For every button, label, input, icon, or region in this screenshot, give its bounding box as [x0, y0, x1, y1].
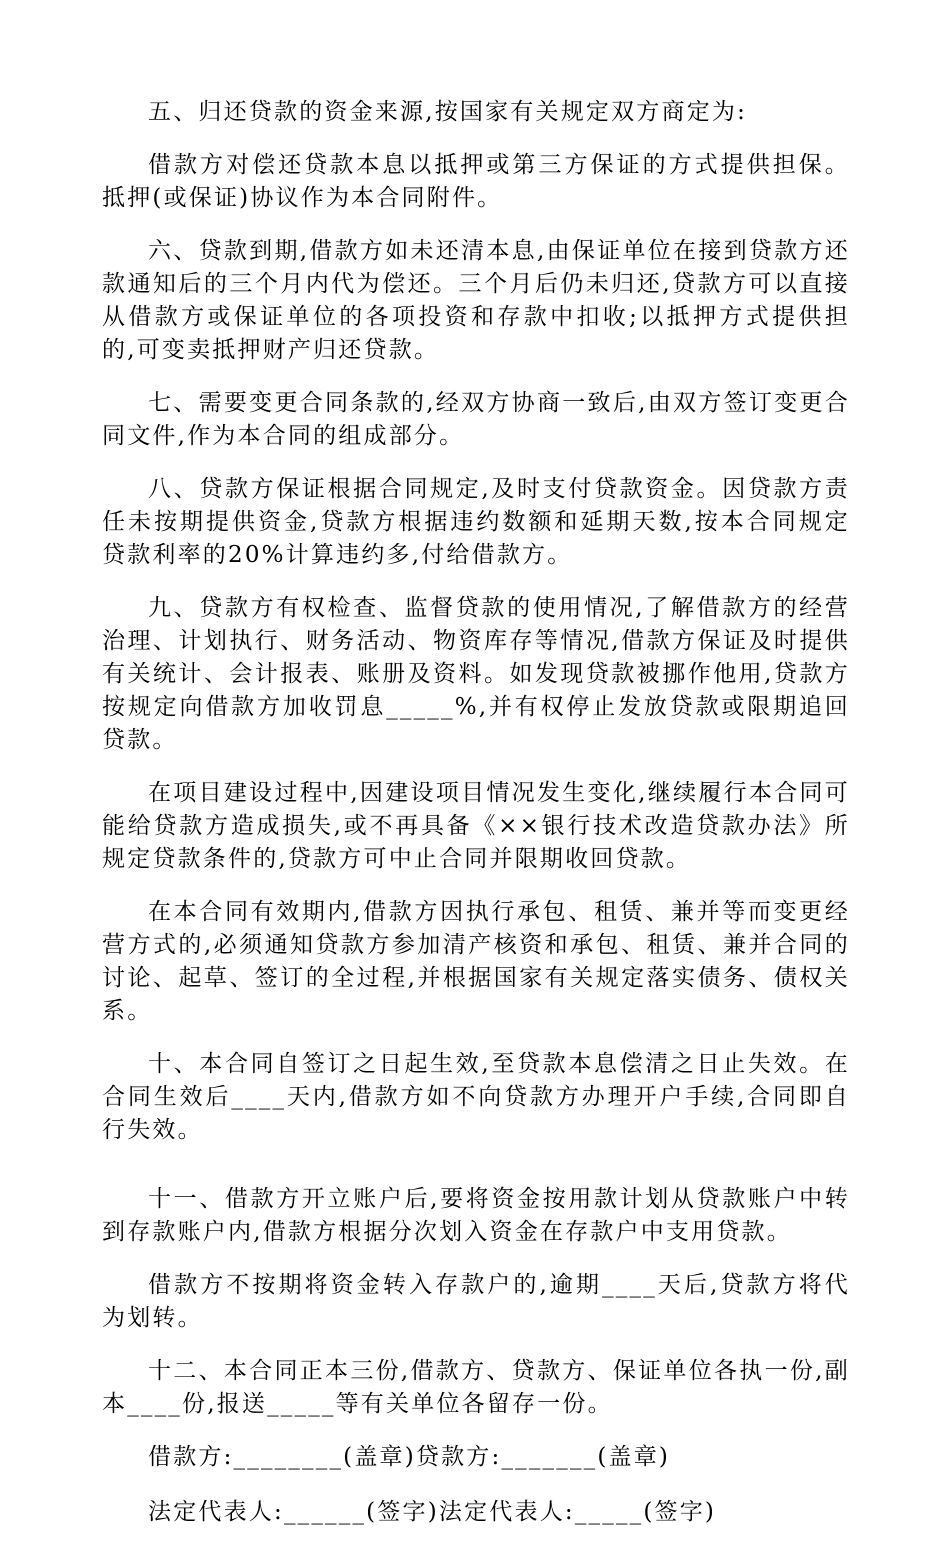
clause-7-amendment: 七、需要变更合同条款的,经双方协商一致后,由双方签订变更合同文件,作为本合同的组成部分。 — [102, 390, 850, 449]
clause-8-lender-obligation: 八、贷款方保证根据合同规定,及时支付贷款资金。因贷款方责任未按期提供资金,贷款方根据违约数额和延期天数,按本合同规定贷款利率的20%计算违约多,付给借款方。 — [102, 476, 850, 568]
clause-6-repayment: 六、贷款到期,借款方如未还清本息,由保证单位在接到贷款方还款通知后的三个月内代为偿还。三个月后仍未归还,贷款方可以直接从借款方或保证单位的各项投资和存款中扣收;以抵押方式提供担的,可变卖抵押财产归还贷款。 — [102, 238, 850, 363]
clause-9-project-change: 在项目建设过程中,因建设项目情况发生变化,继续履行本合同可能给贷款方造成损失,或不再具备《××银行技术改造贷款办法》所规定贷款条件的,贷款方可中止合同并限期收回贷款。 — [102, 780, 850, 872]
clause-9-business-change: 在本合同有效期内,借款方因执行承包、租赁、兼并等而变更经营方式的,必须通知贷款方参加清产核资和承包、租赁、兼并合同的讨论、起草、签订的全过程,并根据国家有关规定落实债务、债权关系。 — [102, 899, 850, 1024]
clause-12-copies: 十二、本合同正本三份,借款方、贷款方、保证单位各执一份,副本____份,报送_____等有关单位各留存一份。 — [102, 1358, 850, 1417]
signature-line-parties: 借款方:________(盖章)贷款方:_______(盖章) — [148, 1444, 671, 1470]
signature-line-representatives: 法定代表人:______(签字)法定代表人:_____(签字) — [148, 1499, 717, 1525]
contract-body — [102, 96, 850, 1551]
clause-9-supervision: 九、贷款方有权检查、监督贷款的使用情况,了解借款方的经营治理、计划执行、财务活动、物资库存等情况,借款方保证及时提供有关统计、会计报表、账册及资料。如发现贷款被挪作他用,贷款方按规定向借款方加收罚息_____%,并有权停止发放贷款或限期追回贷款。 — [102, 595, 850, 753]
clause-5-guarantee: 借款方对偿还贷款本息以抵押或第三方保证的方式提供担保。抵押(或保证)协议作为本合同附件。 — [102, 152, 850, 211]
clause-11-transfer: 借款方不按期将资金转入存款户的,逾期____天后,贷款方将代为划转。 — [102, 1272, 850, 1331]
clause-10-effective-date: 十、本合同自签订之日起生效,至贷款本息偿清之日止失效。在合同生效后____天内,借款方如不向贷款方办理开户手续,合同即自行失效。 — [102, 1051, 850, 1143]
clause-11-account: 十一、借款方开立账户后,要将资金按用款计划从贷款账户中转到存款账户内,借款方根据分次划入资金在存款户中支用贷款。 — [102, 1186, 850, 1245]
clause-5-funding-source: 五、归还贷款的资金来源,按国家有关规定双方商定为: — [148, 99, 748, 125]
